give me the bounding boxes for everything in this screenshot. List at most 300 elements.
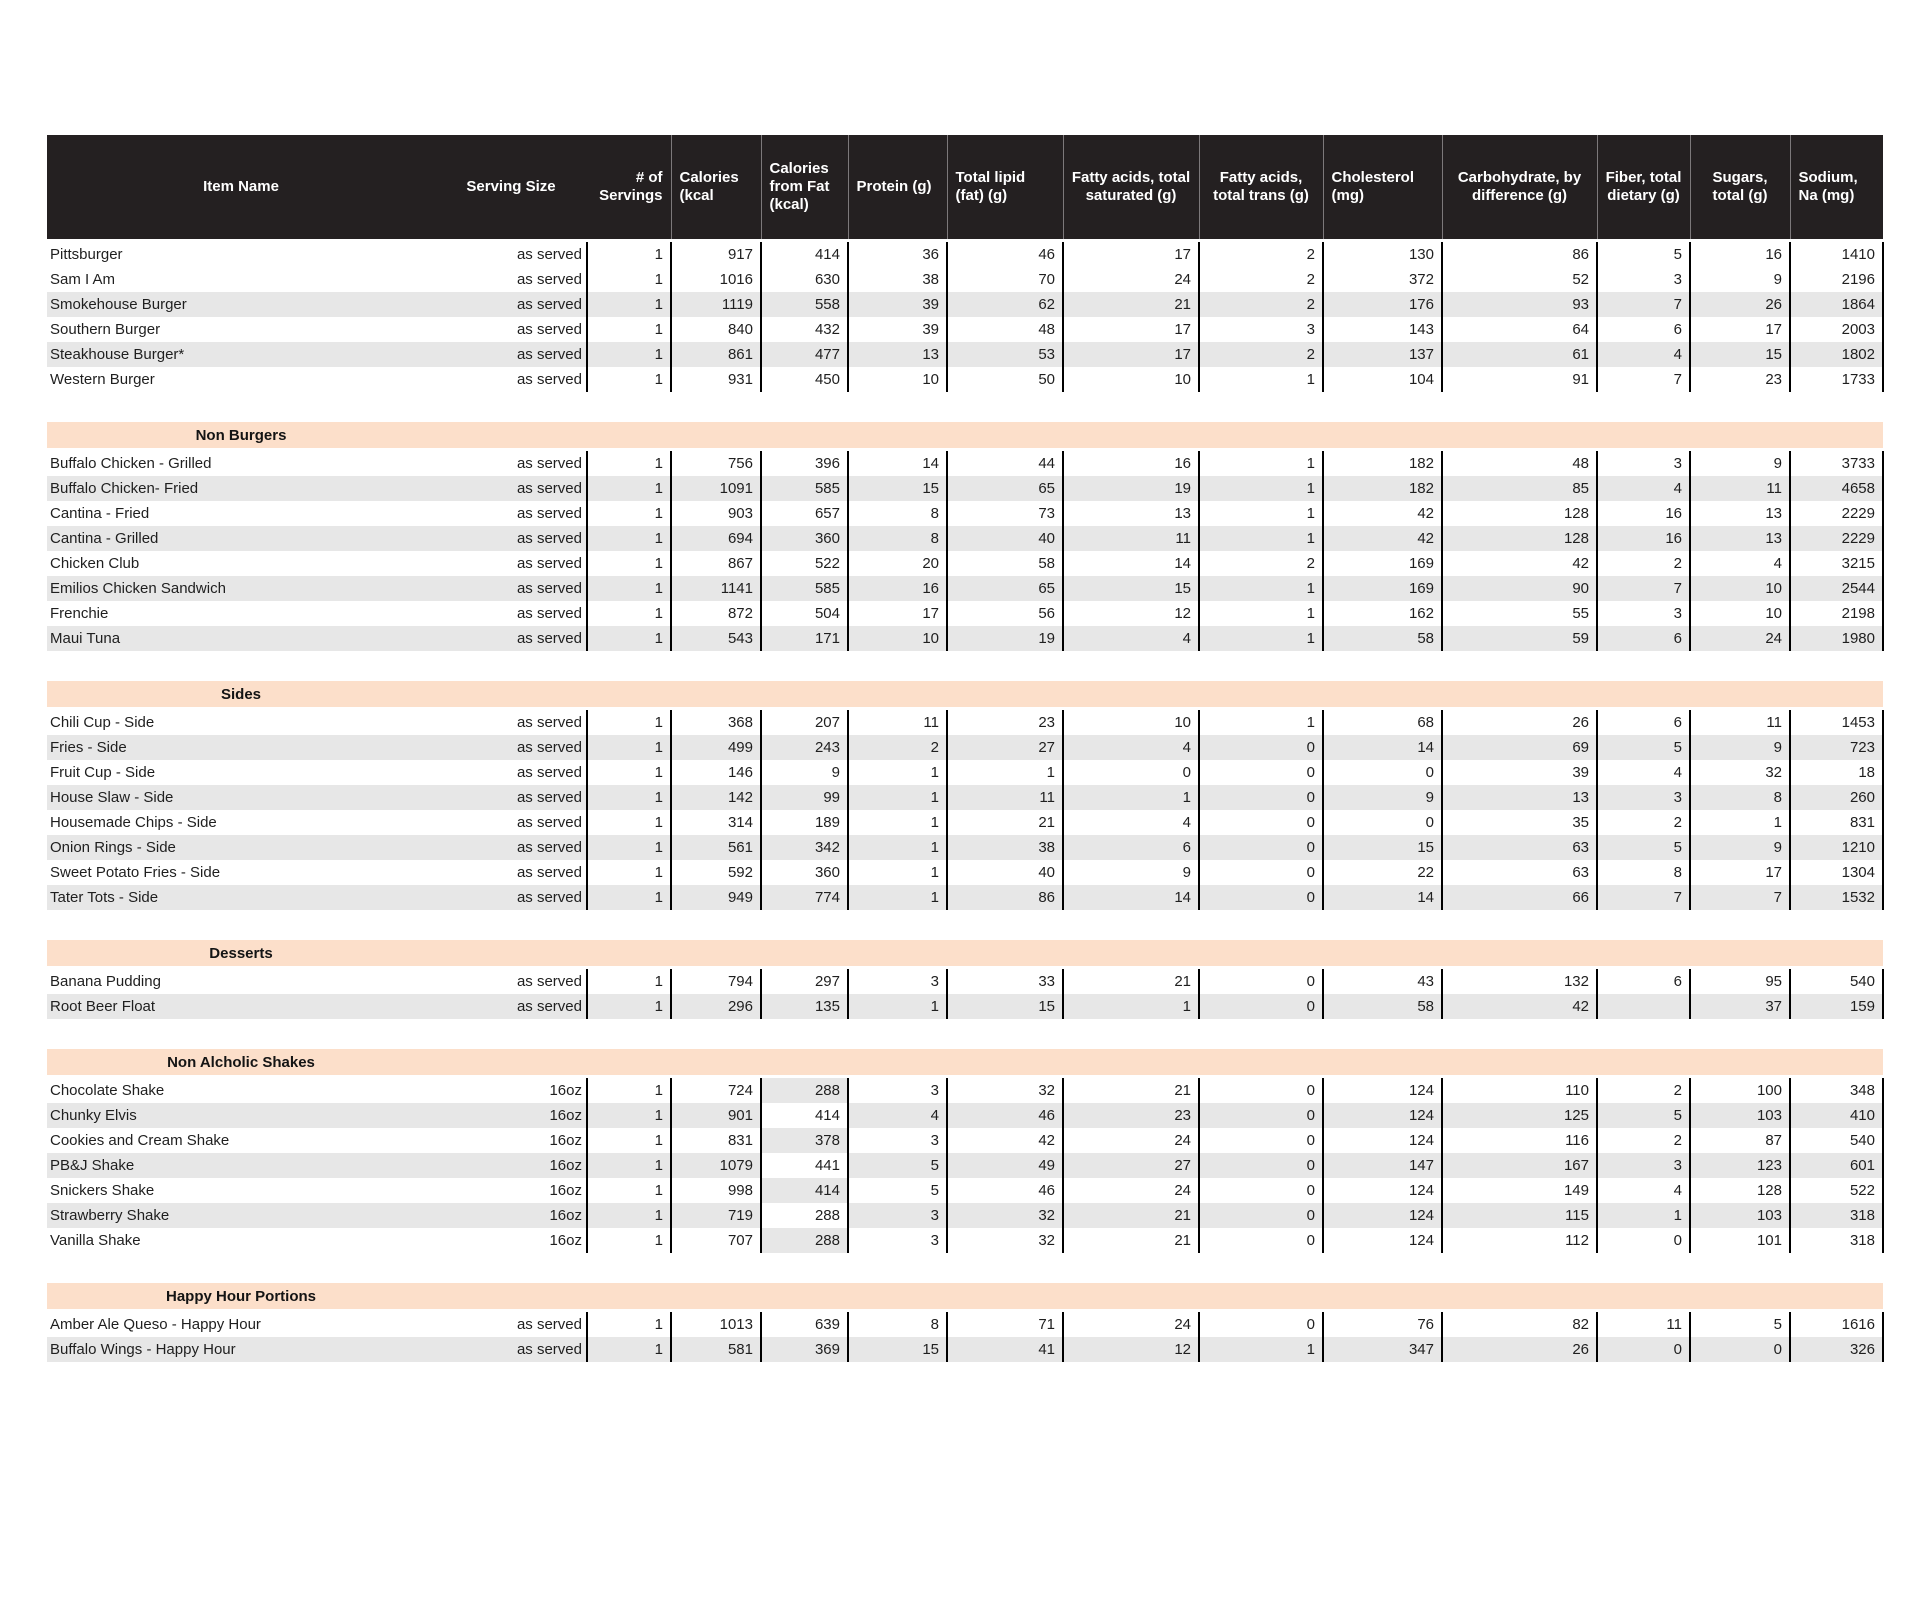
value-cell: 10 bbox=[1690, 601, 1790, 626]
value-cell: 7 bbox=[1597, 885, 1690, 910]
serving-size-cell: as served bbox=[435, 626, 587, 651]
value-cell: 414 bbox=[761, 1178, 848, 1203]
value-cell: 71 bbox=[947, 1311, 1063, 1338]
column-header-calories-kcal: Calories (kcal bbox=[671, 135, 761, 241]
value-cell: 11 bbox=[1690, 709, 1790, 736]
serving-size-cell: as served bbox=[435, 885, 587, 910]
value-cell: 831 bbox=[1790, 810, 1883, 835]
value-cell: 0 bbox=[1199, 994, 1323, 1019]
value-cell: 1410 bbox=[1790, 241, 1883, 268]
table-row bbox=[47, 601, 1883, 626]
value-cell: 27 bbox=[947, 735, 1063, 760]
value-cell: 146 bbox=[671, 760, 761, 785]
column-header-sodium-na-mg: Sodium, Na (mg) bbox=[1790, 135, 1883, 241]
value-cell: 124 bbox=[1323, 1128, 1442, 1153]
value-cell: 9 bbox=[1323, 785, 1442, 810]
value-cell: 21 bbox=[1063, 1203, 1199, 1228]
value-cell: 378 bbox=[761, 1128, 848, 1153]
value-cell: 396 bbox=[761, 450, 848, 477]
serving-size-cell: as served bbox=[435, 476, 587, 501]
table-row bbox=[47, 476, 1883, 501]
item-name-cell: Smokehouse Burger bbox=[47, 292, 435, 317]
value-cell: 1016 bbox=[671, 267, 761, 292]
value-cell: 8 bbox=[848, 501, 947, 526]
value-cell: 0 bbox=[1063, 760, 1199, 785]
value-cell: 124 bbox=[1323, 1203, 1442, 1228]
value-cell: 318 bbox=[1790, 1228, 1883, 1253]
section-header-happy-hour-portions bbox=[47, 1283, 1883, 1311]
value-cell: 48 bbox=[947, 317, 1063, 342]
value-cell: 2544 bbox=[1790, 576, 1883, 601]
value-cell: 48 bbox=[1442, 450, 1597, 477]
table-row bbox=[47, 1103, 1883, 1128]
table-row bbox=[47, 1337, 1883, 1362]
value-cell: 76 bbox=[1323, 1311, 1442, 1338]
section-title: Non Alcholic Shakes bbox=[167, 1053, 315, 1071]
value-cell: 2 bbox=[1199, 292, 1323, 317]
value-cell: 15 bbox=[848, 476, 947, 501]
value-cell: 149 bbox=[1442, 1178, 1597, 1203]
table-row bbox=[47, 501, 1883, 526]
value-cell: 176 bbox=[1323, 292, 1442, 317]
serving-size-cell: as served bbox=[435, 342, 587, 367]
value-cell: 17 bbox=[1063, 241, 1199, 268]
value-cell: 167 bbox=[1442, 1153, 1597, 1178]
value-cell: 24 bbox=[1063, 1128, 1199, 1153]
value-cell: 3 bbox=[1597, 450, 1690, 477]
value-cell: 0 bbox=[1199, 968, 1323, 995]
value-cell: 73 bbox=[947, 501, 1063, 526]
serving-size-cell: as served bbox=[435, 835, 587, 860]
value-cell: 68 bbox=[1323, 709, 1442, 736]
column-header-fiber-total-dietary-g: Fiber, total dietary (g) bbox=[1597, 135, 1690, 241]
value-cell: 0 bbox=[1323, 760, 1442, 785]
value-cell: 592 bbox=[671, 860, 761, 885]
section-header-non-alcholic-shakes bbox=[47, 1049, 1883, 1077]
value-cell: 42 bbox=[1323, 526, 1442, 551]
table-row bbox=[47, 267, 1883, 292]
value-cell: 0 bbox=[1199, 735, 1323, 760]
value-cell: 3 bbox=[848, 968, 947, 995]
value-cell: 1 bbox=[587, 709, 671, 736]
value-cell: 42 bbox=[1442, 994, 1597, 1019]
value-cell: 2003 bbox=[1790, 317, 1883, 342]
item-name-cell: Fries - Side bbox=[47, 735, 435, 760]
value-cell: 37 bbox=[1690, 994, 1790, 1019]
value-cell: 2 bbox=[1199, 342, 1323, 367]
value-cell: 11 bbox=[947, 785, 1063, 810]
section-title: Non Burgers bbox=[195, 426, 287, 444]
serving-size-cell: as served bbox=[435, 1311, 587, 1338]
value-cell: 450 bbox=[761, 367, 848, 392]
value-cell: 189 bbox=[761, 810, 848, 835]
value-cell: 1 bbox=[587, 367, 671, 392]
value-cell: 1 bbox=[587, 551, 671, 576]
value-cell: 99 bbox=[761, 785, 848, 810]
item-name-cell: Chili Cup - Side bbox=[50, 714, 155, 731]
column-header-sugars-total-g: Sugars, total (g) bbox=[1690, 135, 1790, 241]
value-cell: 0 bbox=[1199, 835, 1323, 860]
value-cell: 8 bbox=[848, 526, 947, 551]
value-cell: 1 bbox=[587, 885, 671, 910]
value-cell: 110 bbox=[1442, 1077, 1597, 1104]
value-cell: 1 bbox=[587, 1311, 671, 1338]
value-cell: 13 bbox=[1690, 526, 1790, 551]
item-name-cell: Western Burger bbox=[50, 371, 155, 388]
value-cell: 260 bbox=[1790, 785, 1883, 810]
value-cell: 296 bbox=[671, 994, 761, 1019]
value-cell: 288 bbox=[761, 1077, 848, 1104]
table-row bbox=[47, 1178, 1883, 1203]
value-cell: 1091 bbox=[671, 476, 761, 501]
value-cell: 2196 bbox=[1790, 267, 1883, 292]
value-cell: 10 bbox=[1063, 367, 1199, 392]
table-row bbox=[47, 317, 1883, 342]
value-cell: 100 bbox=[1690, 1077, 1790, 1104]
value-cell: 10 bbox=[1063, 709, 1199, 736]
value-cell: 147 bbox=[1323, 1153, 1442, 1178]
table-row bbox=[47, 1311, 1883, 1338]
value-cell: 1 bbox=[587, 968, 671, 995]
value-cell: 7 bbox=[1597, 367, 1690, 392]
value-cell: 128 bbox=[1442, 526, 1597, 551]
value-cell: 59 bbox=[1442, 626, 1597, 651]
value-cell: 20 bbox=[848, 551, 947, 576]
value-cell: 0 bbox=[1597, 1228, 1690, 1253]
value-cell: 360 bbox=[761, 526, 848, 551]
value-cell: 0 bbox=[1199, 885, 1323, 910]
serving-size-cell: as served bbox=[435, 785, 587, 810]
value-cell: 130 bbox=[1323, 241, 1442, 268]
value-cell: 63 bbox=[1442, 860, 1597, 885]
serving-size-cell: as served bbox=[435, 1337, 587, 1362]
value-cell: 0 bbox=[1199, 760, 1323, 785]
column-header-item-name: Item Name bbox=[47, 135, 435, 241]
item-name-cell: Onion Rings - Side bbox=[47, 835, 435, 860]
value-cell: 56 bbox=[947, 601, 1063, 626]
value-cell: 3733 bbox=[1790, 450, 1883, 477]
value-cell: 14 bbox=[1063, 885, 1199, 910]
value-cell: 1079 bbox=[671, 1153, 761, 1178]
value-cell: 23 bbox=[1063, 1103, 1199, 1128]
value-cell: 46 bbox=[947, 1103, 1063, 1128]
value-cell: 66 bbox=[1442, 885, 1597, 910]
item-name-cell: House Slaw - Side bbox=[47, 785, 435, 810]
value-cell: 657 bbox=[761, 501, 848, 526]
value-cell: 1 bbox=[587, 1337, 671, 1362]
value-cell: 39 bbox=[848, 317, 947, 342]
table-row bbox=[47, 367, 1883, 392]
serving-size-cell: as served bbox=[435, 501, 587, 526]
value-cell: 9 bbox=[1063, 860, 1199, 885]
table-row bbox=[47, 241, 1883, 268]
value-cell: 1 bbox=[1063, 994, 1199, 1019]
column-header-fatty-acids-total-trans-g: Fatty acids, total trans (g) bbox=[1199, 135, 1323, 241]
table-row bbox=[47, 860, 1883, 885]
value-cell: 16 bbox=[848, 576, 947, 601]
value-cell: 1980 bbox=[1790, 626, 1883, 651]
value-cell: 3 bbox=[1597, 785, 1690, 810]
value-cell: 1532 bbox=[1790, 885, 1883, 910]
value-cell: 1 bbox=[587, 526, 671, 551]
value-cell: 65 bbox=[947, 576, 1063, 601]
value-cell: 26 bbox=[1442, 709, 1597, 736]
value-cell: 3 bbox=[1199, 317, 1323, 342]
serving-size-cell: as served bbox=[435, 860, 587, 885]
value-cell: 123 bbox=[1690, 1153, 1790, 1178]
value-cell: 6 bbox=[1597, 968, 1690, 995]
table-row bbox=[47, 994, 1883, 1019]
value-cell: 91 bbox=[1442, 367, 1597, 392]
value-cell: 6 bbox=[1597, 317, 1690, 342]
value-cell: 95 bbox=[1690, 968, 1790, 995]
value-cell: 1 bbox=[587, 1153, 671, 1178]
value-cell: 7 bbox=[1597, 292, 1690, 317]
column-header-of-servings: # of Servings bbox=[587, 135, 671, 241]
value-cell: 243 bbox=[761, 735, 848, 760]
value-cell: 630 bbox=[761, 267, 848, 292]
serving-size-cell: 16oz bbox=[435, 1228, 587, 1253]
value-cell: 21 bbox=[1063, 1077, 1199, 1104]
value-cell: 368 bbox=[671, 709, 761, 736]
table-row bbox=[47, 576, 1883, 601]
value-cell: 540 bbox=[1790, 1128, 1883, 1153]
value-cell: 1 bbox=[1199, 576, 1323, 601]
value-cell: 639 bbox=[761, 1311, 848, 1338]
value-cell: 162 bbox=[1323, 601, 1442, 626]
value-cell: 601 bbox=[1790, 1153, 1883, 1178]
value-cell: 414 bbox=[761, 241, 848, 268]
value-cell: 2229 bbox=[1790, 501, 1883, 526]
value-cell: 11 bbox=[1063, 526, 1199, 551]
value-cell: 1141 bbox=[671, 576, 761, 601]
serving-size-cell: as served bbox=[435, 760, 587, 785]
value-cell: 0 bbox=[1199, 1103, 1323, 1128]
value-cell: 4 bbox=[1597, 342, 1690, 367]
value-cell: 40 bbox=[947, 526, 1063, 551]
serving-size-cell: 16oz bbox=[435, 1077, 587, 1104]
item-name-cell: Buffalo Chicken- Fried bbox=[47, 476, 435, 501]
table-row bbox=[47, 1203, 1883, 1228]
value-cell: 561 bbox=[671, 835, 761, 860]
value-cell: 360 bbox=[761, 860, 848, 885]
value-cell: 1 bbox=[587, 1203, 671, 1228]
value-cell: 3 bbox=[1597, 1153, 1690, 1178]
value-cell: 2229 bbox=[1790, 526, 1883, 551]
value-cell: 756 bbox=[671, 450, 761, 477]
item-name-cell: Sam I Am bbox=[50, 271, 116, 288]
value-cell: 82 bbox=[1442, 1311, 1597, 1338]
value-cell: 46 bbox=[947, 1178, 1063, 1203]
value-cell: 14 bbox=[1323, 735, 1442, 760]
value-cell: 522 bbox=[761, 551, 848, 576]
value-cell: 1 bbox=[587, 1077, 671, 1104]
value-cell: 369 bbox=[761, 1337, 848, 1362]
value-cell: 1304 bbox=[1790, 860, 1883, 885]
value-cell: 11 bbox=[1690, 476, 1790, 501]
value-cell: 1802 bbox=[1790, 342, 1883, 367]
value-cell: 12 bbox=[1063, 1337, 1199, 1362]
value-cell: 40 bbox=[947, 860, 1063, 885]
column-header-total-lipid-fat-g: Total lipid (fat) (g) bbox=[947, 135, 1063, 241]
value-cell: 1 bbox=[587, 476, 671, 501]
serving-size-cell: 16oz bbox=[435, 1203, 587, 1228]
value-cell: 1 bbox=[1199, 1337, 1323, 1362]
value-cell: 5 bbox=[1597, 735, 1690, 760]
serving-size-cell: 16oz bbox=[435, 1128, 587, 1153]
value-cell: 124 bbox=[1323, 1103, 1442, 1128]
value-cell: 128 bbox=[1690, 1178, 1790, 1203]
value-cell: 13 bbox=[1442, 785, 1597, 810]
item-name-cell: Fruit Cup - Side bbox=[50, 764, 156, 781]
value-cell: 32 bbox=[947, 1077, 1063, 1104]
item-name-cell: Chunky Elvis bbox=[47, 1103, 435, 1128]
value-cell: 11 bbox=[848, 709, 947, 736]
value-cell: 0 bbox=[1690, 1337, 1790, 1362]
value-cell: 19 bbox=[1063, 476, 1199, 501]
section-title: Sides bbox=[220, 685, 262, 703]
value-cell: 21 bbox=[1063, 968, 1199, 995]
value-cell: 6 bbox=[1597, 709, 1690, 736]
value-cell: 64 bbox=[1442, 317, 1597, 342]
value-cell: 39 bbox=[848, 292, 947, 317]
value-cell: 22 bbox=[1323, 860, 1442, 885]
value-cell: 87 bbox=[1690, 1128, 1790, 1153]
value-cell: 23 bbox=[1690, 367, 1790, 392]
value-cell: 16 bbox=[1597, 526, 1690, 551]
value-cell: 694 bbox=[671, 526, 761, 551]
value-cell: 4 bbox=[1690, 551, 1790, 576]
value-cell: 522 bbox=[1790, 1178, 1883, 1203]
item-name-cell: Strawberry Shake bbox=[47, 1203, 435, 1228]
value-cell: 1 bbox=[848, 785, 947, 810]
value-cell: 1 bbox=[848, 994, 947, 1019]
item-name-cell: Cantina - Grilled bbox=[47, 526, 435, 551]
value-cell: 86 bbox=[947, 885, 1063, 910]
serving-size-cell: as served bbox=[435, 367, 587, 392]
value-cell: 707 bbox=[671, 1228, 761, 1253]
value-cell: 42 bbox=[1323, 501, 1442, 526]
value-cell: 17 bbox=[848, 601, 947, 626]
item-name-cell: Cantina - Fried bbox=[50, 505, 150, 522]
value-cell: 26 bbox=[1690, 292, 1790, 317]
column-header-protein-g: Protein (g) bbox=[848, 135, 947, 241]
value-cell: 124 bbox=[1323, 1178, 1442, 1203]
serving-size-cell: as served bbox=[435, 450, 587, 477]
value-cell: 35 bbox=[1442, 810, 1597, 835]
value-cell: 1 bbox=[587, 267, 671, 292]
value-cell: 142 bbox=[671, 785, 761, 810]
value-cell: 2 bbox=[1597, 1077, 1690, 1104]
column-header-fatty-acids-total-saturated-g: Fatty acids, total saturated (g) bbox=[1063, 135, 1199, 241]
value-cell: 917 bbox=[671, 241, 761, 268]
value-cell: 46 bbox=[947, 241, 1063, 268]
value-cell: 65 bbox=[947, 476, 1063, 501]
value-cell: 169 bbox=[1323, 576, 1442, 601]
value-cell: 55 bbox=[1442, 601, 1597, 626]
serving-size-cell: as served bbox=[435, 994, 587, 1019]
value-cell: 558 bbox=[761, 292, 848, 317]
value-cell: 1864 bbox=[1790, 292, 1883, 317]
value-cell: 32 bbox=[947, 1228, 1063, 1253]
value-cell: 9 bbox=[1690, 267, 1790, 292]
value-cell: 4 bbox=[848, 1103, 947, 1128]
item-name-cell: Tater Tots - Side bbox=[47, 885, 435, 910]
value-cell: 6 bbox=[1063, 835, 1199, 860]
table-row bbox=[47, 1077, 1883, 1104]
value-cell: 13 bbox=[848, 342, 947, 367]
value-cell: 182 bbox=[1323, 450, 1442, 477]
table-row bbox=[47, 760, 1883, 785]
table-row bbox=[47, 968, 1883, 995]
value-cell: 58 bbox=[1323, 994, 1442, 1019]
value-cell: 831 bbox=[671, 1128, 761, 1153]
value-cell: 69 bbox=[1442, 735, 1597, 760]
value-cell: 477 bbox=[761, 342, 848, 367]
value-cell: 13 bbox=[1690, 501, 1790, 526]
value-cell: 10 bbox=[848, 626, 947, 651]
value-cell: 901 bbox=[671, 1103, 761, 1128]
serving-size-cell: 16oz bbox=[435, 1153, 587, 1178]
value-cell: 1013 bbox=[671, 1311, 761, 1338]
value-cell: 3 bbox=[848, 1128, 947, 1153]
value-cell: 24 bbox=[1690, 626, 1790, 651]
value-cell: 1453 bbox=[1790, 709, 1883, 736]
value-cell: 15 bbox=[1063, 576, 1199, 601]
value-cell: 32 bbox=[947, 1203, 1063, 1228]
value-cell: 24 bbox=[1063, 1311, 1199, 1338]
value-cell: 1 bbox=[587, 450, 671, 477]
section-gap bbox=[47, 1253, 1883, 1283]
value-cell: 314 bbox=[671, 810, 761, 835]
value-cell: 1 bbox=[1690, 810, 1790, 835]
item-name-cell: Root Beer Float bbox=[47, 994, 435, 1019]
value-cell: 103 bbox=[1690, 1203, 1790, 1228]
value-cell: 21 bbox=[1063, 292, 1199, 317]
value-cell: 27 bbox=[1063, 1153, 1199, 1178]
value-cell: 347 bbox=[1323, 1337, 1442, 1362]
value-cell: 1 bbox=[587, 1128, 671, 1153]
value-cell: 5 bbox=[1690, 1311, 1790, 1338]
value-cell: 14 bbox=[1323, 885, 1442, 910]
value-cell: 14 bbox=[1063, 551, 1199, 576]
value-cell: 1 bbox=[587, 317, 671, 342]
value-cell: 49 bbox=[947, 1153, 1063, 1178]
value-cell: 414 bbox=[761, 1103, 848, 1128]
value-cell: 2 bbox=[1597, 551, 1690, 576]
value-cell: 724 bbox=[671, 1077, 761, 1104]
item-name-cell: Chocolate Shake bbox=[50, 1082, 165, 1099]
value-cell: 326 bbox=[1790, 1337, 1883, 1362]
value-cell: 3 bbox=[848, 1203, 947, 1228]
column-header-carbohydrate-by-difference-g: Carbohydrate, by difference (g) bbox=[1442, 135, 1597, 241]
value-cell: 0 bbox=[1199, 1203, 1323, 1228]
value-cell: 0 bbox=[1199, 860, 1323, 885]
value-cell: 3 bbox=[848, 1228, 947, 1253]
value-cell: 342 bbox=[761, 835, 848, 860]
value-cell: 1 bbox=[1063, 785, 1199, 810]
value-cell: 1 bbox=[1199, 709, 1323, 736]
column-header-calories-from-fat-kcal: Calories from Fat (kcal) bbox=[761, 135, 848, 241]
serving-size-cell: as served bbox=[435, 241, 587, 268]
value-cell: 6 bbox=[1597, 626, 1690, 651]
value-cell: 9 bbox=[1690, 735, 1790, 760]
value-cell: 540 bbox=[1790, 968, 1883, 995]
value-cell: 132 bbox=[1442, 968, 1597, 995]
value-cell: 4 bbox=[1063, 735, 1199, 760]
value-cell: 8 bbox=[848, 1311, 947, 1338]
table-row bbox=[47, 1128, 1883, 1153]
